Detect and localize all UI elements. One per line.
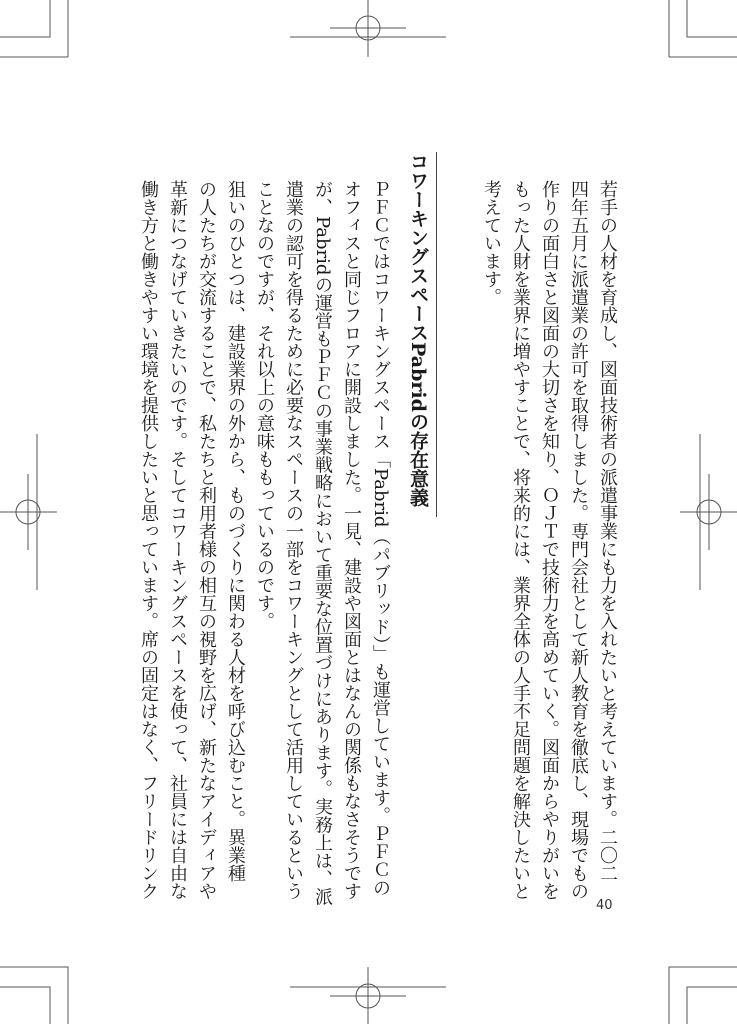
registration-mark-right — [680, 434, 737, 590]
heading-divider — [436, 152, 437, 517]
text-column: 革新につなげていきたいのです。そしてコワーキングスペースを使って、社員には自由な — [167, 180, 188, 900]
registration-mark-left — [0, 434, 57, 590]
registration-mark-bottom — [290, 967, 446, 1024]
page-number: 40 — [596, 898, 613, 913]
crop-mark-top-right — [669, 0, 737, 57]
text-column: 考えています。 — [481, 180, 502, 306]
text-column: 作りの面白さと図面の大切さを知り、ＯＪＴで技術力を高めていく。図面からやりがいを — [539, 180, 560, 900]
text-column: 働き方と働きやすい環境を提供したいと思っています。席の固定はなく、フリードリンク — [138, 180, 159, 900]
text-column: ことなのですが、それ以上の意味ももっているのです。 — [254, 180, 275, 630]
text-column: 遣業の認可を得るために必要なスペースの一部をコワーキングとして活用しているという — [283, 180, 304, 900]
text-column: の人たちが交流することで、私たちと利用者様の相互の視野を広げ、新たなアイディアや — [196, 180, 217, 900]
crop-mark-bottom-right — [669, 967, 737, 1024]
text-column: もった人財を業界に増やすことで、将来的には、業界全体の人手不足問題を解決したいと — [510, 180, 531, 900]
text-column: 若手の人材を育成し、図面技術者の派遣事業にも力を入れたいと考えています。二〇二 — [597, 180, 618, 882]
text-column: 四年五月に派遣業の許可を取得しました。専門会社として新人教育を徹底し、現場でもの — [568, 180, 589, 900]
text-column: オフィスと同じフロアに開設しました。一見、建設や図面とはなんの関係もなさそうです — [341, 180, 362, 900]
text-column: ＰＦＣではコワーキングスペース「Pabrid（パブリッド）」も運営しています。ＰＦＣの — [370, 180, 391, 897]
registration-mark-top — [290, 0, 446, 57]
crop-mark-top-left — [0, 0, 68, 57]
section-heading: コワーキングスペースPabridの存在意義 — [407, 152, 429, 507]
crop-mark-bottom-left — [0, 967, 68, 1024]
text-column: 狙いのひとつは、建設業界の外から、ものづくりに関わる人材を呼び込むこと。異業種 — [225, 180, 246, 882]
text-column: が、Pabridの運営もＰＦＣの事業戦略において重要な位置づけにあります。実務上は、派 — [312, 180, 333, 906]
